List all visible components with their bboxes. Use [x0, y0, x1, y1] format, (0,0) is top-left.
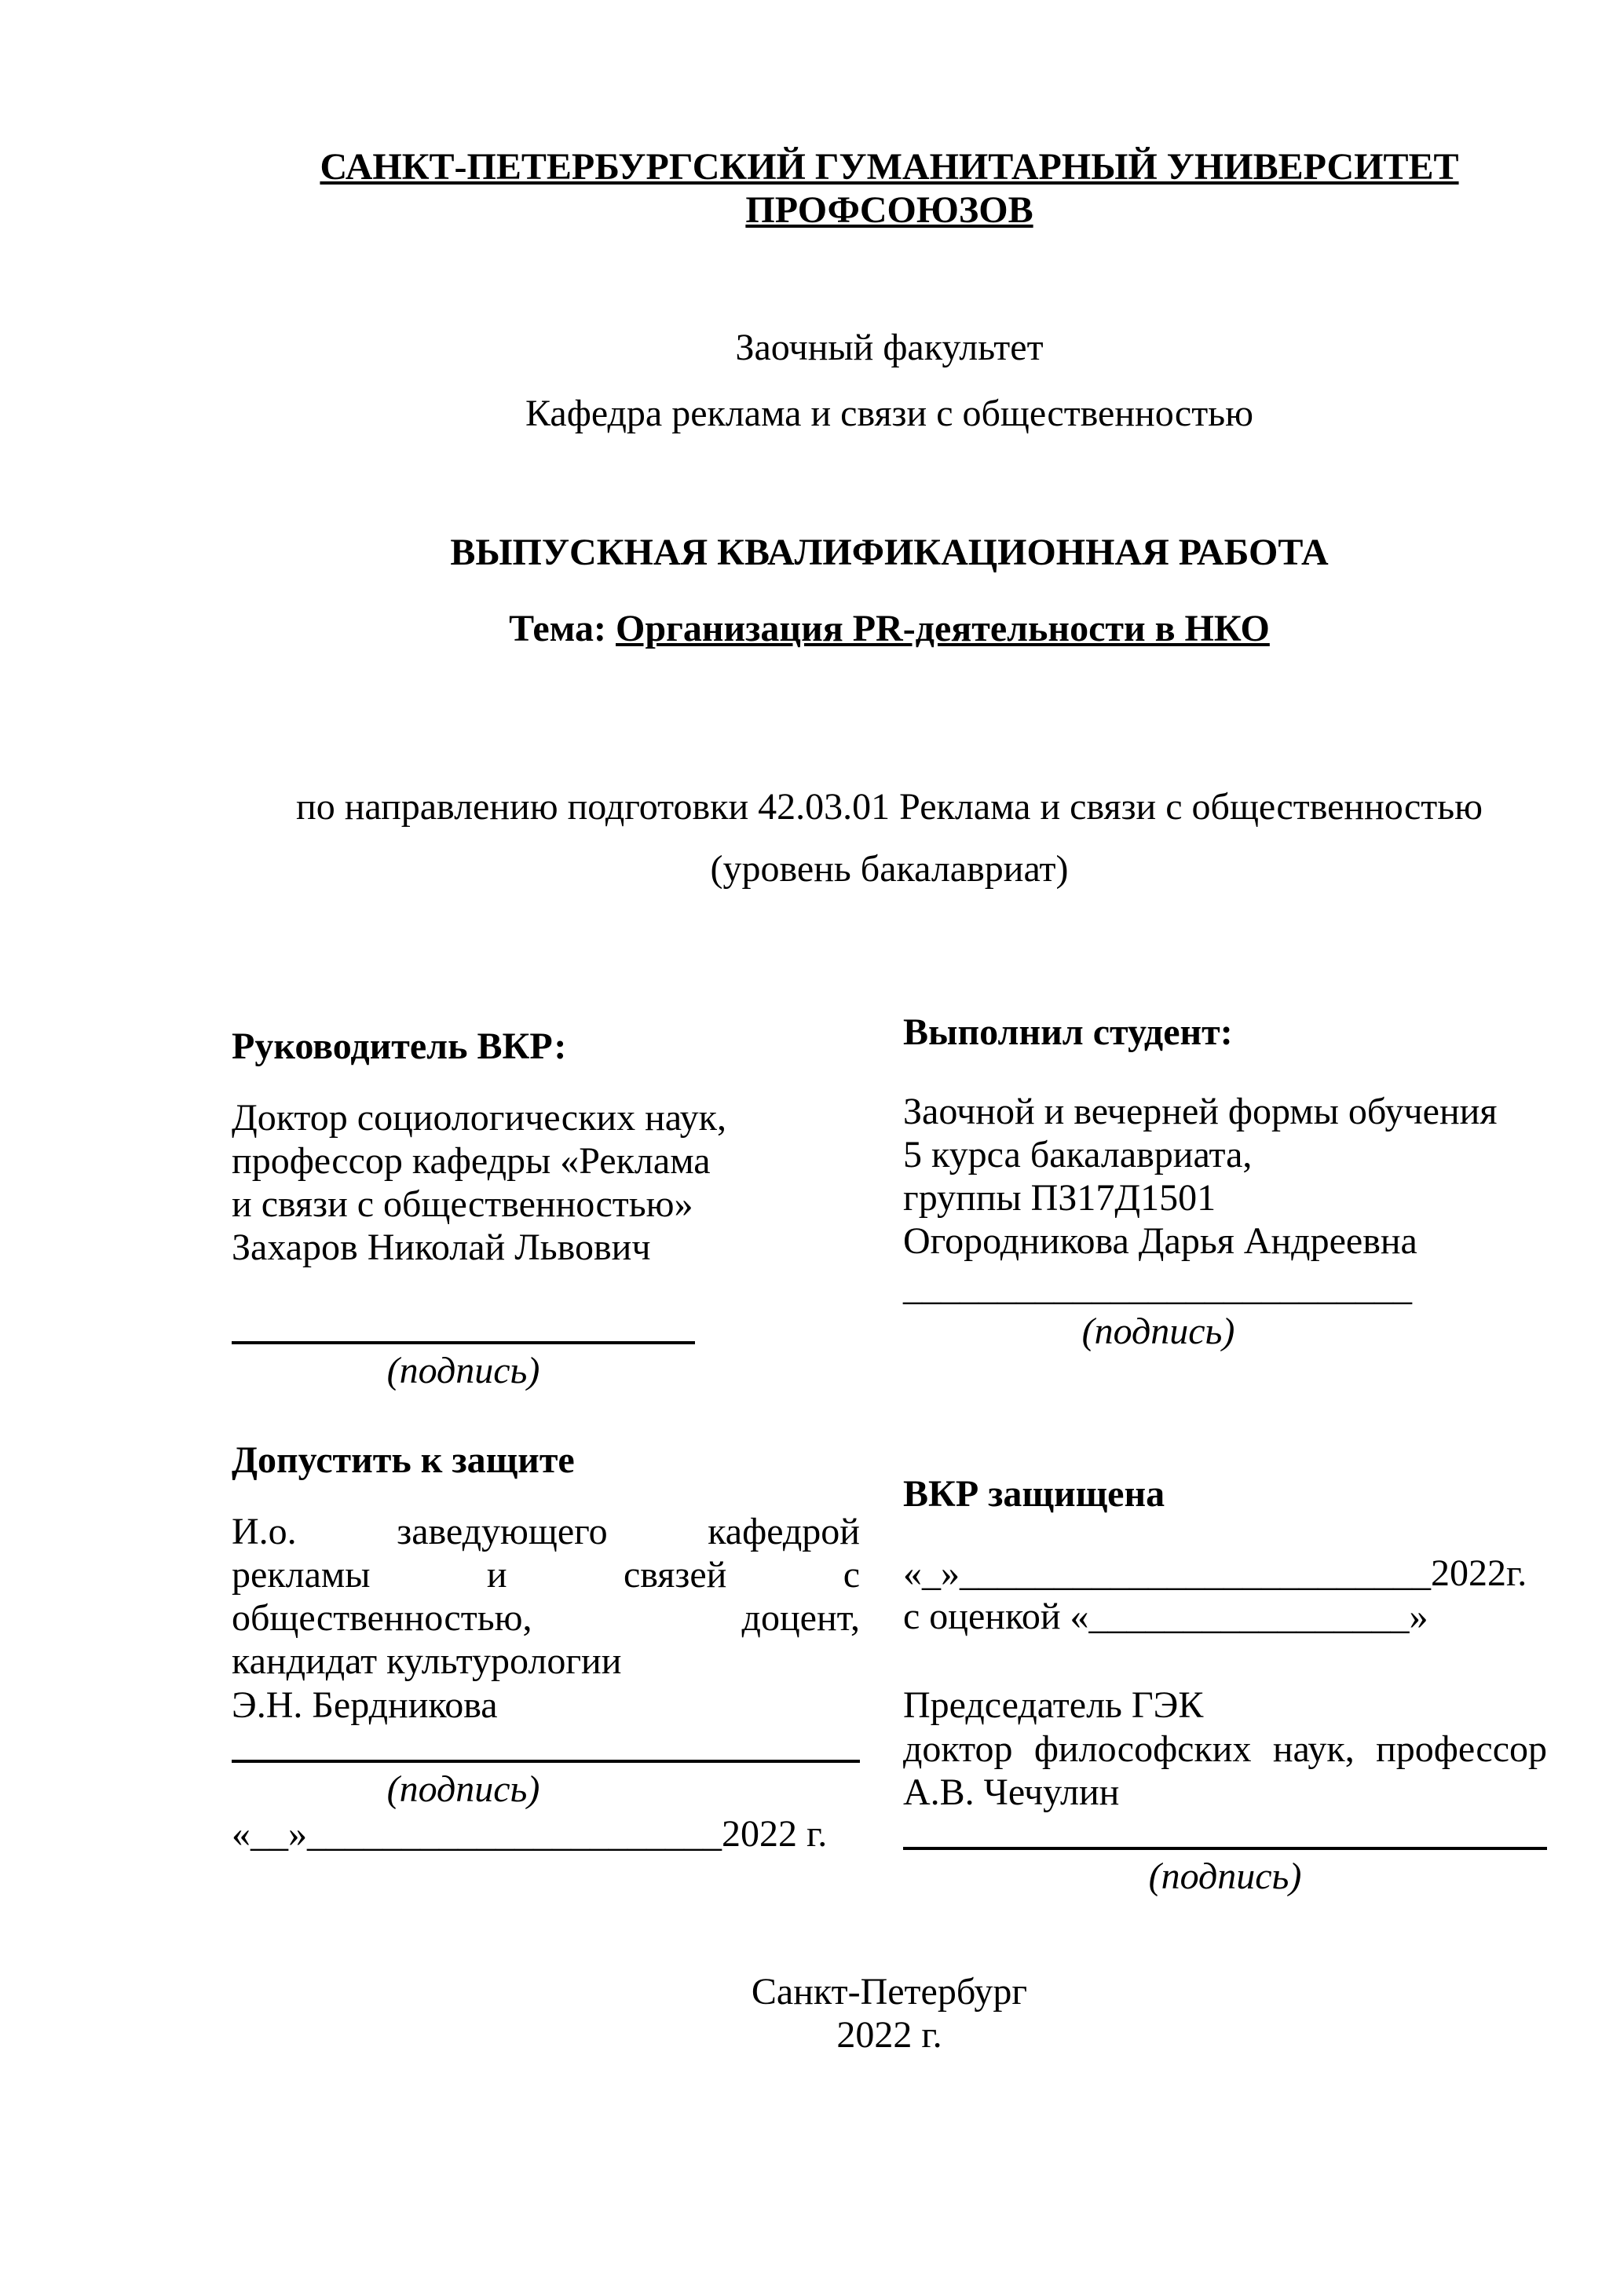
footer [232, 1970, 1547, 2057]
supervisor-heading: Руководитель ВКР: [232, 1025, 567, 1067]
text-line: Заочной и вечерней формы обучения [903, 1090, 1498, 1132]
university-header [232, 145, 1547, 232]
student-signature-line: ___________________________ [903, 1267, 1412, 1309]
supervisor-column [232, 1011, 860, 1856]
topic-label: Тема: [509, 607, 616, 649]
university-name-line2: ПРОФСОЮЗОВ [745, 189, 1033, 232]
student-heading: Выполнил студент: [903, 1011, 1233, 1053]
topic-line [232, 607, 1547, 650]
text-line: А.В. Чечулин [903, 1771, 1120, 1813]
student-info [903, 1090, 1547, 1263]
work-type-title: ВЫПУСКНАЯ КВАЛИФИКАЦИОННАЯ РАБОТА [450, 531, 1329, 573]
text-line: общественностью, доцент, [232, 1597, 860, 1640]
text-line: Э.Н. Бердникова [232, 1684, 498, 1726]
text-line: группы ПЗ17Д1501 [903, 1177, 1216, 1219]
signatures-section [232, 1011, 1547, 1899]
admission-date-line: «__»______________________2022 г. [232, 1812, 828, 1855]
supervisor-signature-caption: (подпись) [386, 1350, 540, 1392]
text-line: Огородникова Дарья Андреевна [903, 1220, 1417, 1263]
supervisor-signature-line [232, 1341, 695, 1344]
admission-heading: Допустить к защите [232, 1439, 575, 1481]
admission-signature-line [232, 1760, 860, 1763]
university-name-line1: САНКТ-ПЕТЕРБУРГСКИЙ ГУМАНИТАРНЫЙ УНИВЕРСИТЕТ [320, 146, 1459, 188]
footer-year: 2022 г. [836, 2014, 942, 2057]
text-line: 5 курса бакалавриата, [903, 1133, 1253, 1175]
text-line: И.о. заведующего кафедрой [232, 1510, 860, 1552]
admission-info [232, 1510, 860, 1727]
text-line: Захаров Николай Львович [232, 1227, 651, 1269]
supervisor-info [232, 1096, 860, 1270]
chairman-info [903, 1684, 1547, 1814]
text-line: рекламы и связей с [232, 1554, 860, 1596]
chairman-signature-caption: (подпись) [1148, 1855, 1302, 1897]
text-line: профессор кафедры «Реклама [232, 1139, 711, 1182]
direction-line: по направлению подготовки 42.03.01 Реклама и связи с общественностью [296, 786, 1483, 828]
topic-text: Организация PR-деятельности в НКО [616, 607, 1270, 649]
text-line: и связи с общественностью» [232, 1183, 693, 1226]
text-line: Доктор социологических наук, [232, 1096, 726, 1139]
student-column [903, 1011, 1547, 1899]
text-line: Председатель ГЭК [903, 1684, 1204, 1727]
student-signature-caption: (подпись) [1081, 1310, 1235, 1352]
faculty-name: Заочный факультет [735, 327, 1044, 369]
defense-grade-line: с оценкой «_________________» [903, 1596, 1428, 1638]
defense-heading: ВКР защищена [903, 1472, 1165, 1515]
admission-signature-caption: (подпись) [386, 1768, 540, 1810]
department-name: Кафедра реклама и связи с общественностью [525, 392, 1253, 434]
chairman-signature-line [903, 1847, 1547, 1850]
level-line: (уровень бакалавриат) [710, 848, 1069, 890]
text-line: доктор философских наук, профессор [903, 1727, 1547, 1770]
defense-date-line: «_»_________________________2022г. [903, 1552, 1527, 1594]
text-line: кандидат культурологии [232, 1640, 622, 1683]
footer-city: Санкт-Петербург [751, 1971, 1028, 2013]
